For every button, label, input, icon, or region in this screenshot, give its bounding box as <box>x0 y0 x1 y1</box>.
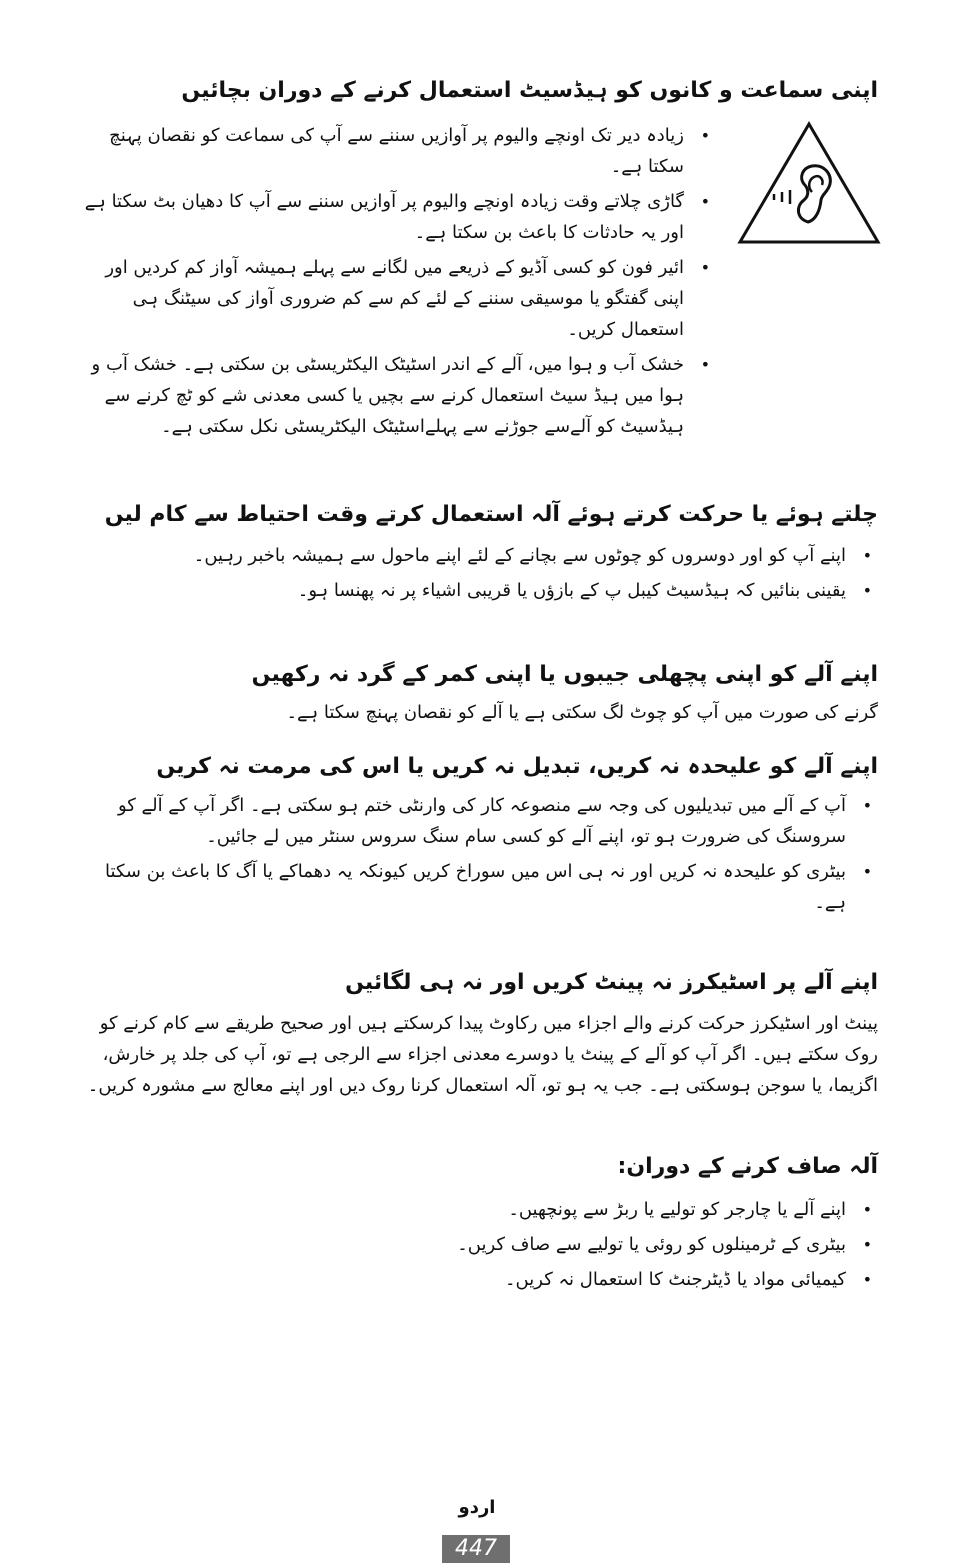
section-heading: اپنے آلے کو اپنی پچھلی جیبوں یا اپنی کمر کے گرد نہ رکھیں <box>251 662 878 687</box>
page-number: 447 <box>442 1535 510 1563</box>
section-heading: چلتے ہوئے یا حرکت کرتے ہوئے آلہ استعمال کرتے وقت احتیاط سے کام لیں <box>104 502 878 527</box>
list-item: • زیادہ دیر تک اونچے والیوم پر آوازیں سننے سے آپ کی سماعت کو نقصان پہنچ سکتا ہے۔ <box>76 120 716 182</box>
section-paragraph: گرنے کی صورت میں آپ کو چوٹ لگ سکتی ہے یا آلے کو نقصان پہنچ سکتا ہے۔ <box>286 702 878 723</box>
list-item: • اپنے آلے یا چارجر کو تولیے یا ربڑ سے پونچھیں۔ <box>78 1194 878 1225</box>
section-heading: اپنے آلے پر اسٹیکرز نہ پینٹ کریں اور نہ ہی لگائیں <box>345 970 878 995</box>
list-item: • اپنے آپ کو اور دوسروں کو چوٹوں سے بچانے کے لئے اپنے ماحول سے ہمیشہ باخبر رہیں۔ <box>78 540 878 571</box>
hearing-warning-icon <box>736 120 882 246</box>
list-item: • کیمیائی مواد یا ڈیٹرجنٹ کا استعمال نہ کریں۔ <box>78 1264 878 1295</box>
list-item: • آپ کے آلے میں تبدیلیوں کی وجہ سے منصوعہ کار کی وارنٹی ختم ہو سکتی ہے۔ اگر آپ کے آلے کو سروسنگ کی ضرورت ہو تو، اپنے آلے کو کسی سام سنگ سروس سنٹر میں لے جائیں۔ <box>78 790 878 852</box>
list-item: • گاڑی چلاتے وقت زیادہ اونچے والیوم پر آوازیں سننے سے آپ کا دھیان بٹ سکتا ہے اور یہ حادثات کا باعث بن سکتا ہے۔ <box>76 186 716 248</box>
bullet-list <box>78 790 878 922</box>
list-item: • بیٹری کو علیحدہ نہ کریں اور نہ ہی اس میں سوراخ کریں کیونکہ یہ دھماکے یا آگ کا باعث بن سکتا ہے۔ <box>78 856 878 918</box>
list-item: • خشک آب و ہوا میں، آلے کے اندر اسٹیٹک الیکٹریسٹی بن سکتی ہے۔ خشک آب و ہوا میں ہیڈ سیٹ استعمال کرنے سے بچیں یا کسی معدنی شے کو ٹچ کرنے سے ہیڈسیٹ کو آلےسے جوڑنے سے پہلےاسٹیٹک الیکٹریسٹی نکل سکتی ہے۔ <box>76 349 716 442</box>
section-paragraph: پینٹ اور اسٹیکرز حرکت کرنے والے اجزاء میں رکاوٹ پیدا کرسکتے ہیں اور صحیح طریقے سے کام کرنے کو روک سکتے ہیں۔ اگر آپ کو آلے کے پینٹ یا دوسرے معدنی اجزاء سے الرجی ہے تو، آپ کی جلد پر خارش، اگزیما، یا سوجن ہوسکتی ہے۔ جب یہ ہو تو، آلہ استعمال کرنا روک دیں اور اپنے معالج سے مشورہ کریں۔ <box>87 1013 878 1096</box>
bullet-list <box>76 120 716 446</box>
section-heading: اپنے آلے کو علیحدہ نہ کریں، تبدیل نہ کریں یا اس کی مرمت نہ کریں <box>156 754 878 779</box>
list-item: • ائیر فون کو کسی آڈیو کے ذریعے میں لگانے سے پہلے ہمیشہ آواز کم کردیں اور اپنی گفتگو یا موسیقی سننے کے لئے کم سے کم ضروری آواز کی سیٹنگ ہی استعمال کریں۔ <box>76 252 716 345</box>
bullet-list <box>78 1194 878 1299</box>
list-item: • یقینی بنائیں کہ ہیڈسیٹ کیبل پ کے بازؤں یا قریبی اشیاء پر نہ پھنسا ہو۔ <box>78 575 878 606</box>
section-heading: اپنی سماعت و کانوں کو ہیڈسیٹ استعمال کرنے کے دوران بچائیں <box>181 78 878 103</box>
list-item: • بیٹری کے ٹرمینلوں کو روئی یا تولیے سے صاف کریں۔ <box>78 1229 878 1260</box>
bullet-list <box>78 540 878 610</box>
section-heading: آلہ صاف کرنے کے دوران: <box>617 1154 878 1179</box>
footer-language: اردو <box>458 1497 496 1518</box>
